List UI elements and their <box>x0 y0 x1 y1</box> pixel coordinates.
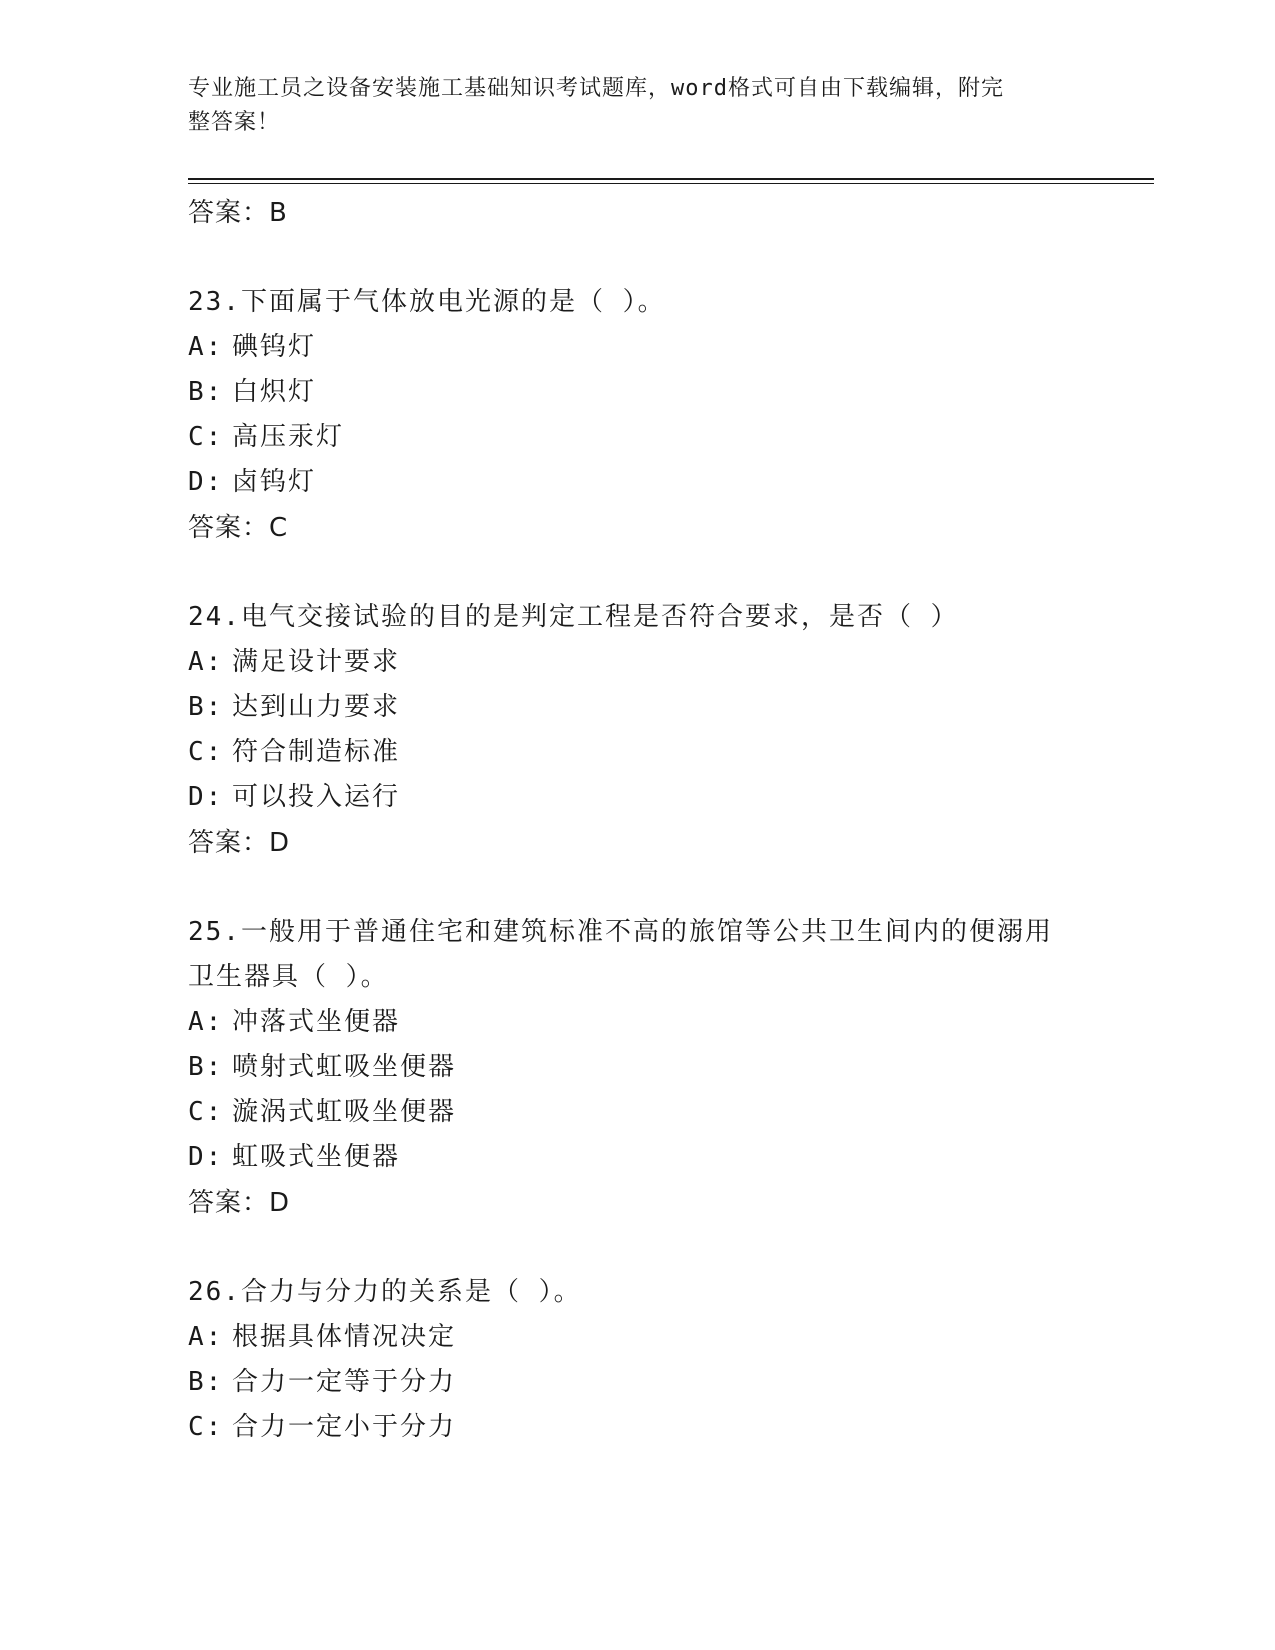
option-letter: A: <box>188 647 224 677</box>
answer-line: 答案：B <box>188 198 288 228</box>
option-letter: C: <box>188 737 224 767</box>
question-stem: 24.电气交接试验的目的是判定工程是否符合要求，是否（ ） <box>188 602 959 632</box>
option-letter: B: <box>188 1052 224 1082</box>
option-a <box>188 640 1088 685</box>
option-text: 卤钨灯 <box>232 467 317 497</box>
option-text: 冲落式坐便器 <box>232 1007 401 1037</box>
option-b <box>188 1045 1088 1090</box>
answer-line: 答案：D <box>188 1188 291 1218</box>
question-block <box>188 595 1088 866</box>
option-c <box>188 1090 1088 1135</box>
option-a <box>188 325 1088 370</box>
option-text: 碘钨灯 <box>232 332 317 362</box>
option-text: 满足设计要求 <box>232 647 401 677</box>
option-text: 喷射式虹吸坐便器 <box>232 1052 457 1082</box>
option-a <box>188 1000 1088 1045</box>
header-divider-thick <box>188 178 1154 180</box>
question-stem: 26.合力与分力的关系是（ ）。 <box>188 1277 582 1307</box>
option-text: 达到山力要求 <box>232 692 401 722</box>
option-text: 合力一定小于分力 <box>232 1412 457 1442</box>
option-d <box>188 1135 1088 1180</box>
header-line-2: 整答案！ <box>188 110 281 135</box>
option-letter: D: <box>188 782 224 812</box>
question-block <box>188 910 1088 1226</box>
option-text: 高压汞灯 <box>232 422 345 452</box>
option-letter: A: <box>188 1007 224 1037</box>
option-letter: C: <box>188 422 224 452</box>
option-letter: C: <box>188 1097 224 1127</box>
option-text: 根据具体情况决定 <box>232 1322 457 1352</box>
option-text: 可以投入运行 <box>232 782 401 812</box>
option-c <box>188 730 1088 775</box>
option-letter: A: <box>188 332 224 362</box>
document-body <box>188 190 1088 1450</box>
option-b <box>188 685 1088 730</box>
option-letter: A: <box>188 1322 224 1352</box>
page-header <box>188 72 1068 140</box>
option-d <box>188 775 1088 820</box>
option-letter: B: <box>188 1367 224 1397</box>
question-stem-continued: 卫生器具（ ）。 <box>188 962 389 992</box>
option-text: 虹吸式坐便器 <box>232 1142 401 1172</box>
header-line-1: 专业施工员之设备安装施工基础知识考试题库，word格式可自由下载编辑，附完 <box>188 76 1004 101</box>
option-c <box>188 1405 1088 1450</box>
header-divider-thin <box>188 183 1154 184</box>
option-text: 白炽灯 <box>232 377 317 407</box>
question-stem: 25.一般用于普通住宅和建筑标准不高的旅馆等公共卫生间内的便溺用 <box>188 917 1053 947</box>
question-block <box>188 280 1088 551</box>
option-letter: B: <box>188 377 224 407</box>
option-letter: D: <box>188 1142 224 1172</box>
option-b <box>188 370 1088 415</box>
question-stem: 23.下面属于气体放电光源的是（ ）。 <box>188 287 666 317</box>
option-letter: C: <box>188 1412 224 1442</box>
answer-line: 答案：C <box>188 513 289 543</box>
option-text: 合力一定等于分力 <box>232 1367 457 1397</box>
option-a <box>188 1315 1088 1360</box>
question-block <box>188 1270 1088 1450</box>
option-letter: B: <box>188 692 224 722</box>
option-text: 漩涡式虹吸坐便器 <box>232 1097 457 1127</box>
option-d <box>188 460 1088 505</box>
option-letter: D: <box>188 467 224 497</box>
option-b <box>188 1360 1088 1405</box>
option-c <box>188 415 1088 460</box>
answer-line: 答案：D <box>188 828 291 858</box>
option-text: 符合制造标准 <box>232 737 401 767</box>
